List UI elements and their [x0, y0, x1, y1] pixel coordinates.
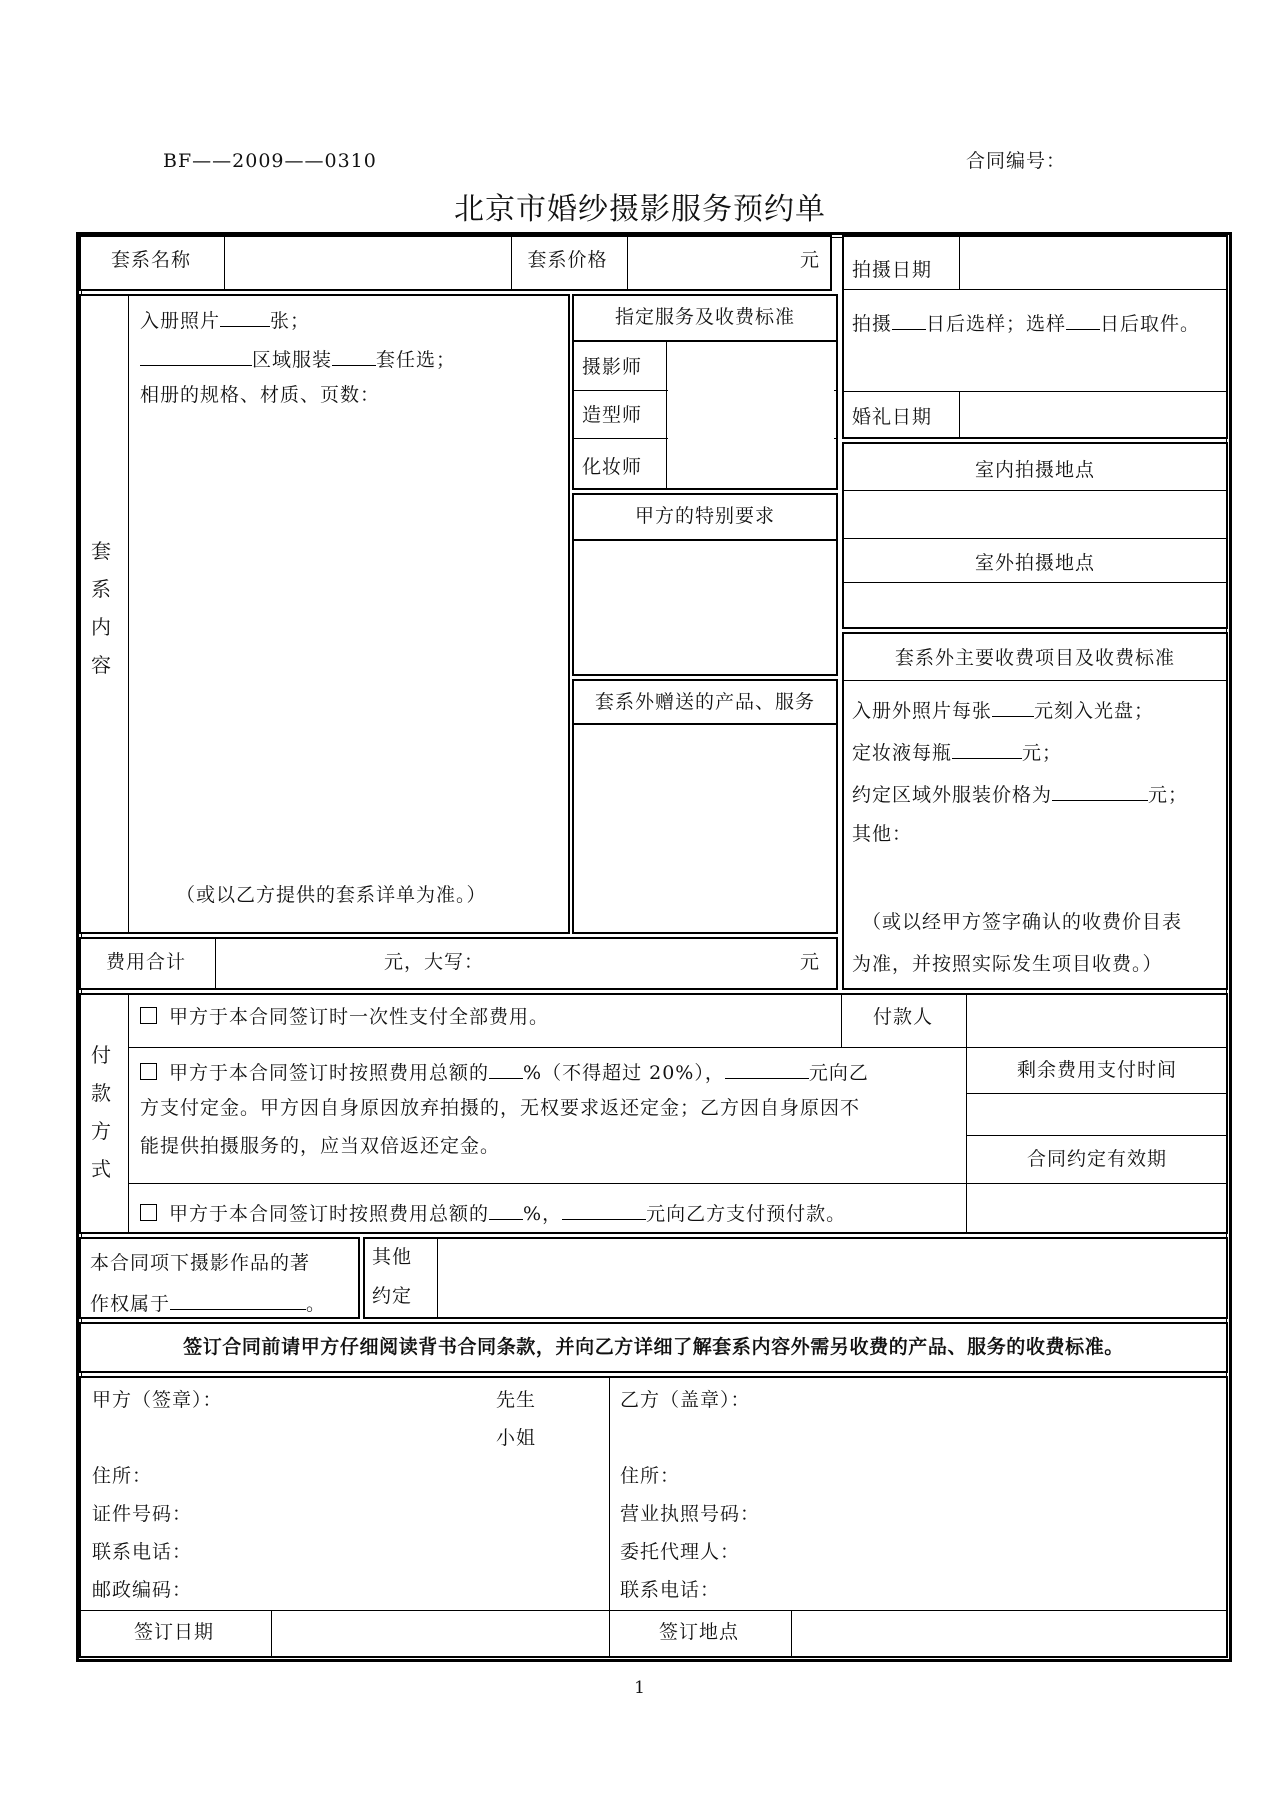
select-days-field[interactable] [892, 310, 926, 330]
party-a-address-label: 住所： [92, 1465, 153, 1487]
page-number: 1 [634, 1678, 646, 1698]
fee-total-label: 费用合计 [105, 951, 186, 973]
package-note: （或以乙方提供的套系详单为准。） [176, 884, 487, 906]
stylist-label: 造型师 [582, 404, 643, 426]
extra-charges-title: 套系外主要收费项目及收费标准 [894, 647, 1175, 669]
region-field[interactable] [140, 346, 252, 366]
prepay-checkbox[interactable] [140, 1204, 157, 1221]
payer-field[interactable] [970, 997, 1224, 1041]
extra-note-line2: 为准，并按照实际发生项目收费。） [852, 953, 1163, 975]
remaining-payment-time-field[interactable] [970, 1094, 1224, 1132]
remaining-payment-time-label: 剩余费用支付时间 [1016, 1059, 1177, 1081]
stylist-field[interactable] [668, 390, 834, 434]
deposit-checkbox[interactable] [140, 1063, 157, 1080]
payment-option-deposit: 甲方于本合同签订时按照费用总额的 %（不得超过 20%）， 元向乙 [140, 1059, 869, 1085]
outdoor-location-label: 室外拍摄地点 [974, 552, 1095, 574]
other-agreement-field[interactable] [442, 1242, 1222, 1314]
party-b-license-label: 营业执照号码： [620, 1503, 761, 1525]
extra-note-line1: （或以经甲方签字确认的收费价目表 [862, 911, 1183, 933]
extra-photo-price-field[interactable] [992, 697, 1034, 717]
contract-number-label: 合同编号： [966, 150, 1067, 172]
party-b-agent-label: 委托代理人： [620, 1541, 741, 1563]
party-a-label: 甲方（签章）： [92, 1389, 223, 1411]
gift-title: 套系外赠送的产品、服务 [594, 691, 815, 713]
outside-costume-line: 约定区域外服装价格为 元； [852, 781, 1188, 807]
package-price-unit: 元 [800, 249, 821, 271]
notice-text: 签订合同前请甲方仔细阅读背书合同条款，并向乙方详细了解套系内容外需另收费的产品、服务的收费标准。 [183, 1336, 1124, 1358]
other-agreement-label-2: 约定 [372, 1285, 413, 1307]
costume-sets-field[interactable] [332, 346, 376, 366]
fee-total-amount-field[interactable] [218, 942, 378, 984]
payer-label: 付款人 [872, 1006, 933, 1028]
party-a-phone-label: 联系电话： [92, 1541, 193, 1563]
package-name-label: 套系名称 [110, 249, 191, 271]
wedding-date-field[interactable] [962, 394, 1224, 436]
form-title: 北京市婚纱摄影服务预约单 [454, 192, 826, 227]
form-code: BF——2009——0310 [163, 150, 377, 172]
package-content-label: 套 系 内 容 [91, 539, 111, 677]
shooting-date-field[interactable] [962, 240, 1224, 284]
package-name-field[interactable] [225, 242, 505, 284]
deposit-terms-line2: 方支付定金。甲方因自身原因放弃拍摄的，无权要求返还定金；乙方因自身原因不 [140, 1097, 861, 1119]
photographer-field[interactable] [668, 342, 834, 386]
extra-other-label: 其他： [852, 823, 913, 845]
copyright-line2: 作权属于 。 [90, 1290, 326, 1316]
party-a-mr: 先生 [496, 1389, 537, 1411]
sign-place-field[interactable] [794, 1612, 1224, 1654]
party-a-postcode-label: 邮政编码： [92, 1579, 193, 1601]
photographer-label: 摄影师 [582, 356, 643, 378]
party-b-address-label: 住所： [620, 1465, 681, 1487]
indoor-location-field[interactable] [848, 491, 1222, 533]
special-requirement-field[interactable] [578, 542, 832, 670]
sign-place-label: 签订地点 [658, 1621, 739, 1643]
deposit-amount-field[interactable] [725, 1059, 809, 1079]
contract-validity-field[interactable] [970, 1186, 1224, 1230]
payment-option-prepay: 甲方于本合同签订时按照费用总额的 %， 元向乙方支付预付款。 [140, 1200, 846, 1226]
party-a-ms: 小姐 [496, 1427, 537, 1449]
schedule-line: 拍摄 日后选样；选样 日后取件。 [852, 310, 1200, 336]
album-photos-field[interactable] [220, 307, 270, 327]
sign-date-field[interactable] [274, 1612, 604, 1654]
region-costume-line: 区域服装 套任选； [140, 346, 456, 372]
deposit-terms-line3: 能提供拍摄服务的，应当双倍返还定金。 [140, 1135, 501, 1157]
prepay-amount-field[interactable] [562, 1200, 646, 1220]
payment-method-label: 付 款 方 式 [91, 1043, 111, 1181]
shooting-date-label: 拍摄日期 [852, 259, 933, 281]
designated-service-title: 指定服务及收费标准 [614, 306, 795, 328]
makeup-artist-label: 化妆师 [582, 456, 643, 478]
payment-option-full: 甲方于本合同签订时一次性支付全部费用。 [140, 1006, 549, 1029]
outdoor-location-field[interactable] [848, 583, 1222, 625]
makeup-liquid-price-field[interactable] [952, 739, 1022, 759]
album-spec-label: 相册的规格、材质、页数： [140, 384, 381, 406]
pickup-days-field[interactable] [1066, 310, 1100, 330]
prepay-percent-field[interactable] [489, 1200, 523, 1220]
makeup-artist-field[interactable] [668, 438, 834, 486]
fee-total-unit: 元 [800, 951, 821, 973]
extra-photo-line: 入册外照片每张 元刻入光盘； [852, 697, 1154, 723]
copyright-line1: 本合同项下摄影作品的著 [90, 1252, 311, 1274]
full-payment-checkbox[interactable] [140, 1007, 157, 1024]
party-a-id-label: 证件号码： [92, 1503, 193, 1525]
fee-total-capital-field[interactable] [500, 942, 790, 984]
contract-validity-label: 合同约定有效期 [1026, 1148, 1167, 1170]
party-b-label: 乙方（盖章）： [620, 1389, 751, 1411]
wedding-date-label: 婚礼日期 [852, 406, 933, 428]
deposit-percent-field[interactable] [489, 1059, 523, 1079]
party-b-phone-label: 联系电话： [620, 1579, 721, 1601]
copyright-owner-field[interactable] [170, 1290, 306, 1310]
package-price-label: 套系价格 [527, 249, 608, 271]
other-agreement-label-1: 其他 [372, 1246, 413, 1268]
special-requirement-title: 甲方的特别要求 [634, 505, 775, 527]
fee-total-capital-label: 元，大写： [384, 951, 485, 973]
outside-costume-price-field[interactable] [1052, 781, 1148, 801]
album-photos-line: 入册照片 张； [140, 307, 310, 333]
indoor-location-label: 室内拍摄地点 [974, 459, 1095, 481]
gift-field[interactable] [578, 726, 832, 928]
sign-date-label: 签订日期 [133, 1621, 214, 1643]
package-price-field[interactable] [630, 242, 790, 284]
extra-charges-box [842, 632, 1228, 990]
makeup-liquid-line: 定妆液每瓶 元； [852, 739, 1062, 765]
